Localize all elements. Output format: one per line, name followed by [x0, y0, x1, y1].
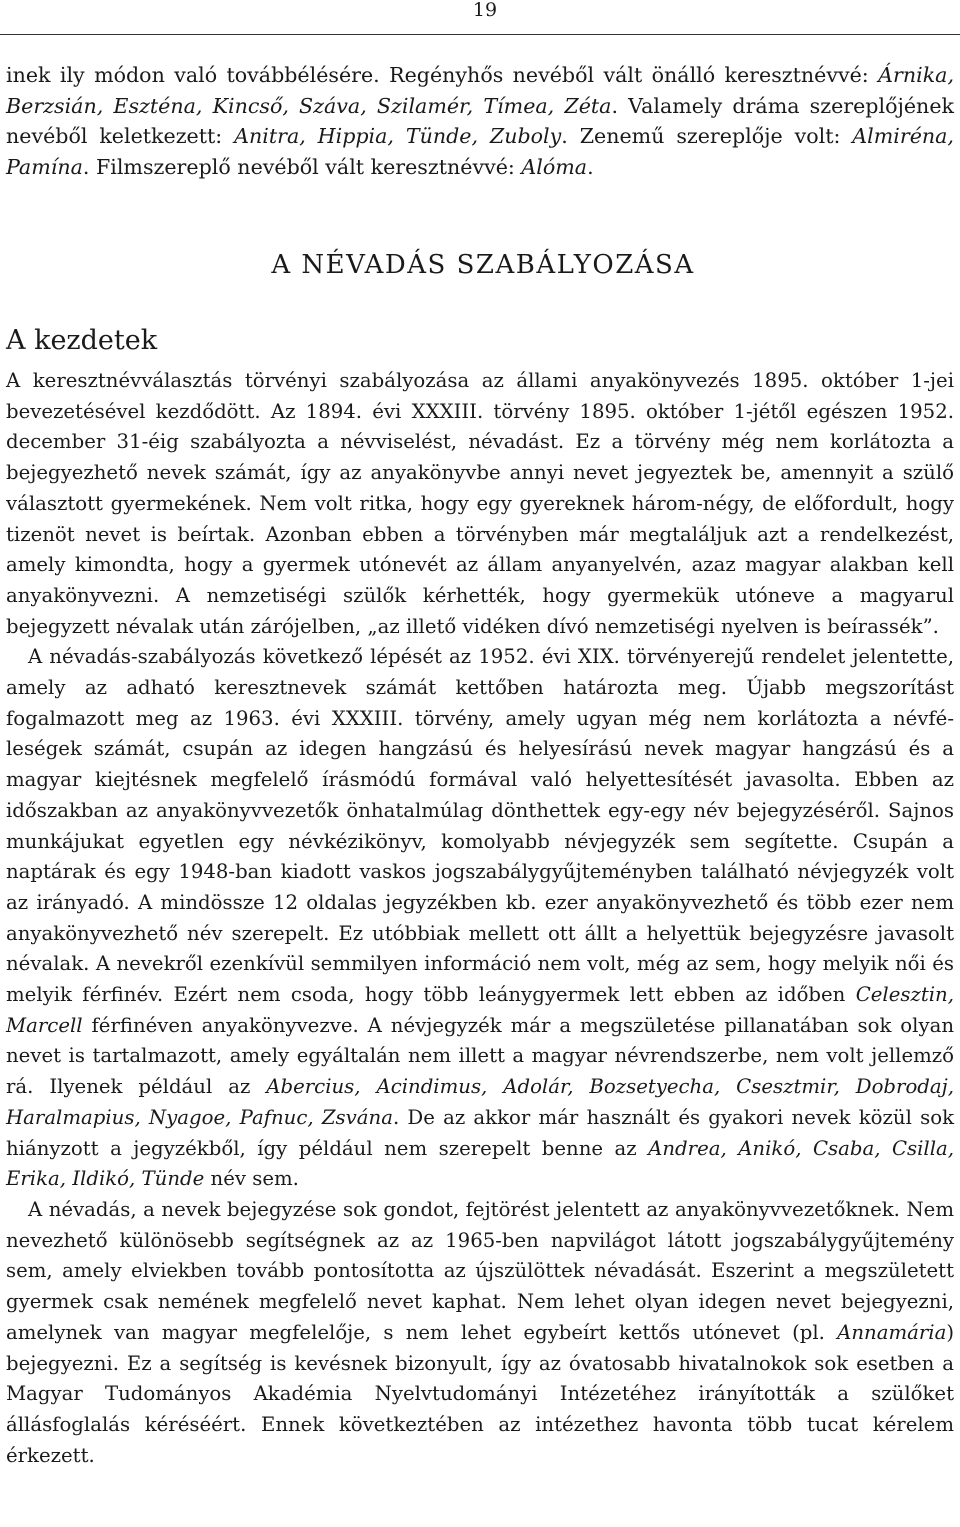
- intro-text: .: [587, 155, 594, 180]
- body-names: Celesztin, Marcell: [6, 983, 954, 1037]
- intro-text: . Valamely dráma szereplőjének nevéből keletkezett:: [6, 93, 954, 149]
- chapter-title-text: A NÉVADÁS SZABÁLYOZÁSA: [271, 250, 695, 280]
- body-paragraph-3: [6, 1195, 954, 1471]
- intro-names: Almiréna, Pamína: [6, 124, 954, 180]
- intro-names: Árnika, Berzsián, Eszténa, Kincső, Száva, Szilamér, Tímea, Zéta: [6, 63, 954, 118]
- body-names: Andrea, Anikó, Csaba, Csilla, Erika, Ildikó, Tünde: [6, 1136, 955, 1191]
- body-text-run: A névadás-szabályozás következő lépését az 1952. évi XIX. törvényerejű rendelet jelentette, amely az adható keresztnevek számát kettőben határozta meg. Újabb megszorítást fogalmazott meg az 1963. évi XXXIII. törvény, amely ugyan még nem korlátozta a névféleségek számát, csupán az idegen hangzású és helyesírású nevek magyar hangzású és a magyar kiejtésnek megfelelő írásmódú formával való helyettesítését javasolta. Ebben az időszakban az anyakönyvvezetők önhatalmúlag dönthettek egy-egy név bejegyzéséről. Sajnos munkájukat egyetlen egy névkézikönyv, komolyabb névjegyzék sem segítette. Csupán a naptárak és egy 1948-ban kiadott vaskos jogszabálygyűjteményben található névjegyzék volt az irányadó. A mindössze 12 oldalas jegyzékben kb. ezer anyakönyvezhető és több ezer nem anyakönyvezhető név szerepelt. Ez utóbbiak mellett ott állt a helyettük bejegyzésre javasolt névalak. A nevekről ezenkívül semmilyen információ nem volt, még az sem, hogy melyik női és melyik férfinév. Ezért nem csoda, hogy több leánygyermek lett ebben az időben: [6, 645, 954, 1007]
- intro-paragraph: [6, 60, 954, 183]
- body-paragraph-2: [6, 642, 954, 1195]
- body-text: [6, 366, 954, 1471]
- body-text-run: A keresztnévválasztás törvényi szabályozása az állami anyakönyvezés 1895. október 1-jei bevezetésével kezdődött. Az 1894. évi XXXIII. törvény 1895. október 1-jétől egészen 1952. december 31-éig szabályozta a névviselést, névadást. Ez a törvény még nem korlátozta a bejegyezhető nevek számát, így az anyakönyvbe annyi nevet jegyeztek be, amennyit a szülő választott gyermekének. Nem volt ritka, hogy egy gyereknek három-négy, de előfordult, hogy tizenöt nevet is beírtak. Azonban ebben a törvényben már megtaláljuk azt a rendelkezést, amely kimondta, hogy a gyermek utónevét az állam anyanyelvén, azaz magyar alakban kell anyakönyvezni. A nemzetiségi szülők kérhették, hogy gyermekük utóneve a magyarul bejegyzett névalak után zárójelben, „az illető vidéken dívó nemzetiségi nyelven is beírassék”.: [6, 369, 954, 638]
- intro-names: Anitra, Hippia, Tünde, Zuboly: [234, 124, 562, 149]
- intro-text: . Zenemű szereplője volt:: [561, 124, 853, 149]
- body-text-run: ) bejegyezni. Ez a segítség is kevésnek bizonyult, így az óvatosabb hivatalnokok sok esetben a Magyar Tudományos Akadémia Nyelvtudományi Intézetéhez irányították a szülőket állásfoglalás kéréséért. Ennek következtében az intézethez havonta több tucat kérelem érkezett.: [6, 1320, 954, 1467]
- header-rule: [0, 34, 960, 35]
- body-names: Annamária: [837, 1320, 947, 1344]
- intro-text: . Filmszereplő nevéből vált keresztnévvé:: [82, 155, 522, 180]
- body-text-run: . De az akkor már használt és gyakori nevek közül sok hiányzott a jegyzékből, így például nem szerepelt benne az: [6, 1105, 954, 1160]
- body-paragraph-1: [6, 366, 954, 642]
- body-names: Abercius, Acindimus, Adolár, Bozsetyecha, Csesztmir, Dobrodaj, Haralmapius, Nyagoe, Pafnuc, Zsvána: [6, 1075, 955, 1129]
- chapter-title: [0, 245, 960, 285]
- body-text-run: férfinéven anyakönyvezve. A névjegyzék már a megszületése pillanatában sok olyan nevet is tartalmazott, amely egyáltalán nem illett a magyar névrendszerbe, nem volt jellemző rá. Ilyenek például az: [6, 1013, 954, 1099]
- intro-names: Alóma: [521, 155, 588, 180]
- intro-text: inek ily módon való továbbélésére. Regényhős nevéből vált önálló keresztnévvé:: [6, 63, 879, 87]
- body-text-run: név sem.: [204, 1167, 299, 1191]
- page-number: 19: [472, 0, 498, 21]
- section-heading: A kezdetek: [6, 325, 158, 356]
- body-text-run: A névadás, a nevek bejegyzése sok gondot, fejtörést jelentett az anyakönyvvezetőknek. Nem nevezhető különösebb segítségnek az az 1965-ben napvilágot látott jogszabálygyűjtemény sem, amely elviekben tovább pontosította az újszülöttek névadását. Eszerint a megszületett gyermek csak nemének megfelelő nevet kaphat. Nem lehet olyan idegen nevet bejegyezni, amelynek van magyar megfelelője, s nem lehet egybeírt kettős utónevet (pl.: [6, 1197, 954, 1344]
